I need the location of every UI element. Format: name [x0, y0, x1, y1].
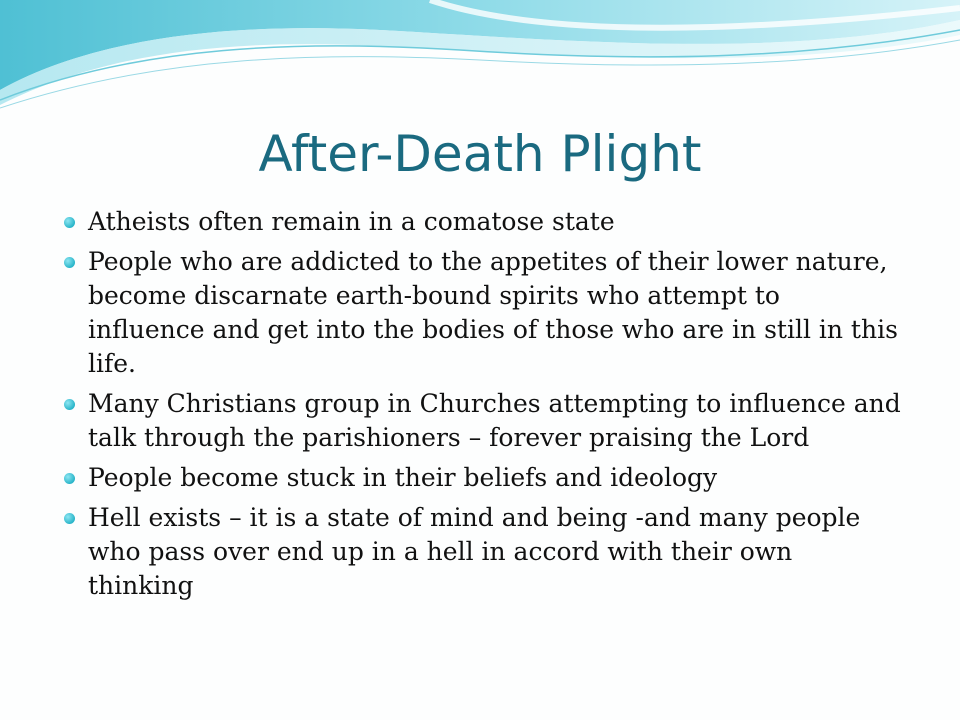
bullet-item — [62, 245, 902, 381]
bullet-item — [62, 205, 902, 239]
slide-title: After-Death Plight — [258, 125, 702, 183]
bullet-text: Atheists often remain in a comatose state — [88, 207, 615, 236]
bullet-dot-icon — [64, 513, 75, 524]
bullet-text: People who are addicted to the appetites of their lower nature, become discarnate earth-bound spirits who attempt to influence and get into the bodies of those who are in still in this life. — [88, 247, 898, 378]
bullet-list — [62, 205, 902, 609]
bullet-dot-icon — [64, 473, 75, 484]
bullet-text: Many Christians group in Churches attempting to influence and talk through the parishioners – forever praising the Lord — [88, 389, 901, 452]
bullet-item — [62, 387, 902, 455]
bullet-item — [62, 501, 902, 603]
bullet-text: People become stuck in their beliefs and ideology — [88, 463, 718, 492]
bullet-dot-icon — [64, 257, 75, 268]
bullet-dot-icon — [64, 399, 75, 410]
header-wave-decoration — [0, 0, 960, 120]
bullet-text: Hell exists – it is a state of mind and being -and many people who pass over end up in a hell in accord with their own thinking — [88, 503, 861, 600]
bullet-item — [62, 461, 902, 495]
bullet-dot-icon — [64, 217, 75, 228]
